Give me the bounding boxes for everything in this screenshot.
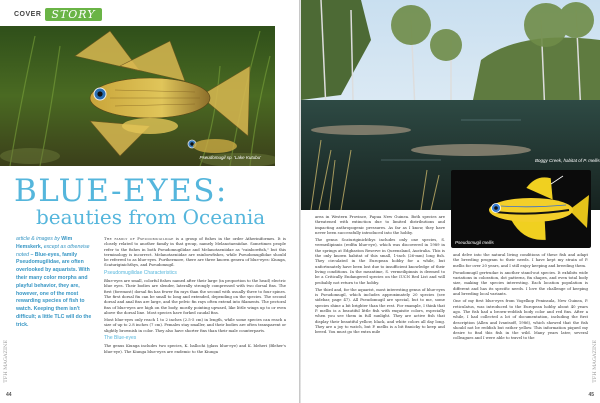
col2-paragraph-2: The genus Scaturiginichthys includes only one species, S. vermeilipinnis (redfin blue-eye), which was discovered in 1989 in the springs at Edgbaston Reserve in Queensland, Australia. This is the only known habitat of this small, 1-inch (26-mm) long fish. They circulated in the European hobby for a while, but unfortunately have been lost due to insufficient knowledge of their living conditions. In the meantime, S. vermeilipinnis is deemed to be a Critically Endangered species on the IUCN Red List and will probably not return to the hobby. (315, 237, 445, 285)
col2-paragraph-3: The third and, for the aquarist, most interesting genus of blue-eyes is Pseudomugil, which includes approximately 20 species (see sidebar, page 47). All Pseudomugil are special, but to me, some species shine a bit brighter than the rest. For example, I think that P. mellis is a beautiful little fish with exquisite colors, especially when you see them in full sunlight. They are active fish that display their beautiful yellow, black, and white colors all day long. They are a joy to watch, but P. mellis is a bit finnicky to keep and breed. You must go the extra mile (315, 286, 445, 335)
inset-photo-caption: Pseudomugil mellis (455, 240, 494, 245)
side-decoration-right: TFH MAGAZINE (592, 340, 598, 383)
article-subtitle: beauties from Oceania (36, 205, 266, 229)
habitat-photo-caption: Boggy Creek, habitat of P. mellis (535, 158, 600, 163)
right-page (301, 0, 600, 403)
fish-photo-caption: Pseudomugil sp. 'Lake Kutubu' (199, 155, 261, 160)
text-column-3 (453, 252, 588, 343)
byline-suffix: except as otherwise noted (16, 243, 90, 258)
col1-paragraph-4: The genus Kiunga includes two species, K. ballochi (glass blue-eye) and K. bleheri (Bleher's blue-eye). The Kiunga blue-eyes are endemic to the Kiunga (104, 343, 286, 354)
col2-paragraph-1: area in Western Province, Papua New Guinea. Both species are threatened with extinction due to limited distributions and impacting anthropogenic pressures. As far as I know, they have never been successfully introduced into the hobby. (315, 214, 445, 235)
text-column-2 (315, 214, 445, 337)
page-number-right: 45 (588, 392, 594, 398)
col1-heading-characteristics: Pseudomugilidae Characteristics (104, 269, 177, 276)
col1-heading-blue-eyes: The Blue-eyes (104, 335, 137, 342)
col1-paragraph-2: Blue-eyes are small, colorful fishes named after their large (in proportion to the head) electric blue eyes. Their bodies are slender, laterally strongly compressed with two dorsal fins. The first (foremost) dorsal fin has fewer fin rays than the second with usually three to four spines. The first dorsal fin can be small to long and extended, depending on the species. The second dorsal and anal fins are large, and the pelvic fin rays often extend into filaments. The pectoral fins of blue-eyes are high on the body, mostly pointing upward, like little wings up to or even above the dorsal line. Most species have forked caudal fins. (104, 278, 286, 315)
byline-dek: – Blue-eyes, family Pseudomugilidae, are often overlooked by aquarists. With their many color morphs and playful behavior, they are, however, one of the most rewarding species of fish to watch. Keeping them isn't difficult; a little TLC will do the trick. (16, 251, 92, 328)
byline (16, 236, 94, 330)
col3-paragraph-3: One of my first blue-eyes from Vogelkop Peninsula, New Guinea, P. reticulatus, was introduced to the European hobby about 40 years ago. The fish had a brown-reddish body color and red fins. After a while, I had collected a lot of documentation, including the first description (Allen and Ivantsoff, 1986), which showed that the fish should not be reddish but rather yellow. This information piqued my desire to find this fish in the wild. Many years later, several colleagues and I were able to travel to the (453, 298, 588, 341)
cover-label: COVER (14, 11, 42, 18)
col3-paragraph-1: and delve into the natural living conditions of these fish and adapt the breeding program to their needs. I have kept my strain of P. mellis for over 20 years, and I still enjoy keeping and breeding them. (453, 252, 588, 268)
col1-paragraph-3: Most blue-eyes only reach 1 to 2 inches (2.5-5 cm) in length, while some species can reach a size of up to 2.8 inches (7 cm). Females stay smaller, and their bodies are often transparent or slightly brownish in color. They also have shorter fins than their male counterparts. (104, 317, 287, 333)
section-tag (14, 8, 102, 21)
article-title: BLUE-EYES: (14, 173, 228, 209)
left-page (0, 0, 299, 403)
col3-paragraph-2: Pseudomugil gertrudae is another stand-out species. It exhibits wide variations in coloration, dot patterns, fin shapes, and even total body size, making the species interesting. Each location population is different and has its specific needs. I love the challenge of keeping and breeding local variants. (453, 269, 588, 297)
col1-paragraph-1: is a group of fishes in the order Atheriniformes. It is closely related to another family in that group, namely Melanotaeniidae. Sometimes people refer to the fishes in both Pseudomugilidae and Melanotaeniidae as "rainbowfish," but this terminology is incorrect. Melanotaeniidae are rainbowfishes, while Pseudomugilidae should be referred to as blue-eyes. Furthermore, there are three known genera of blue-eyes: Kiunga, Scaturiginichthys, and Pseudomugil. (104, 236, 286, 268)
text-column-1 (104, 236, 286, 356)
fish-photo (0, 26, 275, 166)
inset-fish-illustration (451, 170, 591, 248)
page-number-left: 44 (6, 392, 12, 398)
col1-lead: The family of Pseudomugilidae (104, 236, 174, 241)
side-decoration-left: TFH MAGAZINE (3, 340, 9, 383)
byline-prefix: article & images by (16, 236, 60, 242)
story-label: STORY (45, 8, 101, 21)
fish-photo-illustration (0, 26, 275, 166)
inset-fish-photo (451, 170, 591, 248)
byline-author: Wim Hemskerk, (16, 236, 73, 250)
